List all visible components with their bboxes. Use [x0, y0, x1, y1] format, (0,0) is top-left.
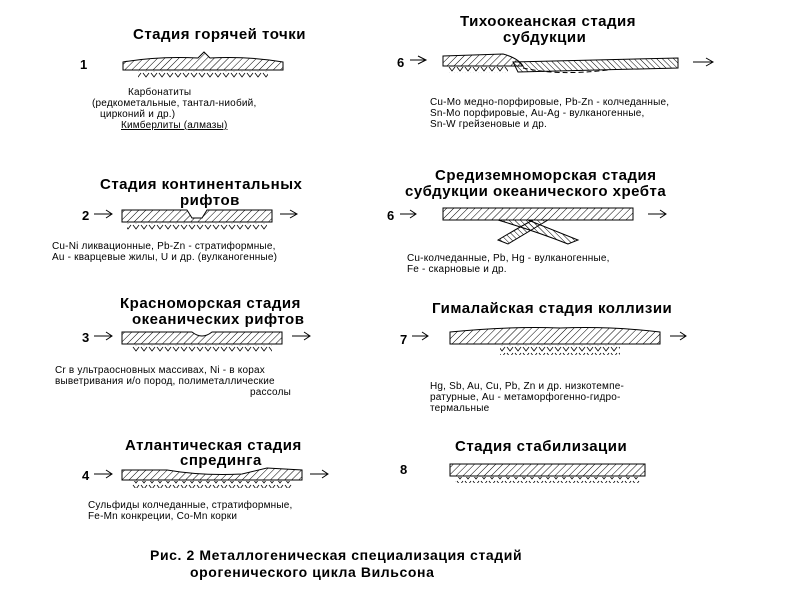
stage-1-desc-4: Кимберлиты (алмазы) — [121, 120, 228, 131]
stage-2-desc-2: Au - кварцевые жилы, U и др. (вулканогенные) — [52, 252, 278, 263]
stage-3-title-2: океанических рифтов — [132, 311, 305, 328]
stage-6b-title-2: субдукции океанического хребта — [405, 183, 667, 200]
stage-8-title: Стадия стабилизации — [455, 438, 628, 455]
stage-6b-number: 6 — [387, 208, 395, 223]
stage-6b-desc-2: Fe - скарновые и др. — [407, 264, 507, 275]
stage-4-desc-2: Fe-Mn конкреции, Co-Mn корки — [88, 511, 238, 522]
stage-2-sketch — [92, 200, 322, 236]
stage-6a-sketch — [408, 48, 728, 82]
stage-3-desc-2: выветривания и/о пород, полиметаллические — [55, 376, 275, 387]
stage-3-desc-1: Cr в ультраосновных массивах, Ni - в корах — [55, 365, 265, 376]
stage-4-sketch — [92, 460, 342, 496]
stage-6b-desc-1: Cu-колчеданные, Pb, Hg - вулканогенные, — [407, 253, 610, 264]
stage-6a-title-2: субдукции — [503, 29, 587, 46]
stage-6a-desc-1: Cu-Mo медно-порфировые, Pb-Zn - колчеданные, — [430, 97, 670, 108]
stage-1-number: 1 — [80, 57, 88, 72]
stage-6b-title-1: Средиземноморская стадия — [435, 167, 657, 184]
stage-3-number: 3 — [82, 330, 90, 345]
stage-2-number: 2 — [82, 208, 90, 223]
stage-6a-title-1: Тихоокеанская стадия — [460, 13, 636, 30]
stage-8-number: 8 — [400, 462, 408, 477]
stage-6a-desc-3: Sn-W грейзеновые и др. — [430, 119, 548, 130]
stage-6a-desc-2: Sn-Mo порфировые, Au-Ag - вулканогенные, — [430, 108, 645, 119]
stage-1-desc-1: Карбонатиты — [128, 87, 192, 98]
stage-4-title-2: спрединга — [180, 452, 262, 469]
stage-7-desc-2: ратурные, Au - метаморфогенно-гидро- — [430, 392, 621, 403]
stage-1-title: Стадия горячей точки — [133, 26, 306, 43]
stage-4-number: 4 — [82, 468, 90, 483]
stage-1-desc-3: цирконий и др.) — [100, 109, 176, 120]
stage-3-sketch — [92, 322, 322, 358]
stage-1-sketch — [118, 48, 288, 84]
stage-8-sketch — [440, 456, 660, 490]
stage-2-title-2: рифтов — [180, 192, 240, 209]
stage-2-desc-1: Cu-Ni ликвационные, Pb-Zn - стратиформные, — [52, 241, 276, 252]
stage-2-title-1: Стадия континентальных — [100, 176, 303, 193]
stage-7-title: Гималайская стадия коллизии — [432, 300, 673, 317]
stage-1-desc-2: (редкометальные, тантал-ниобий, — [92, 98, 257, 109]
stage-3-title-1: Красноморская стадия — [120, 295, 301, 312]
stage-7-desc-3: термальные — [430, 403, 490, 414]
stage-4-title-1: Атлантическая стадия — [125, 437, 302, 454]
stage-7-sketch — [410, 322, 710, 366]
stage-4-desc-1: Сульфиды колчеданные, стратиформные, — [88, 500, 293, 511]
figure-caption-2: орогенического цикла Вильсона — [190, 564, 435, 580]
figure-caption-1: Рис. 2 Металлогеническая специализация стадий — [150, 547, 523, 563]
stage-3-desc-3: рассолы — [250, 387, 291, 398]
stage-7-number: 7 — [400, 332, 408, 347]
stage-6b-sketch — [398, 200, 698, 250]
stage-7-desc-1: Hg, Sb, Au, Cu, Pb, Zn и др. низкотемпе- — [430, 381, 624, 392]
stage-6a-number: 6 — [397, 55, 405, 70]
